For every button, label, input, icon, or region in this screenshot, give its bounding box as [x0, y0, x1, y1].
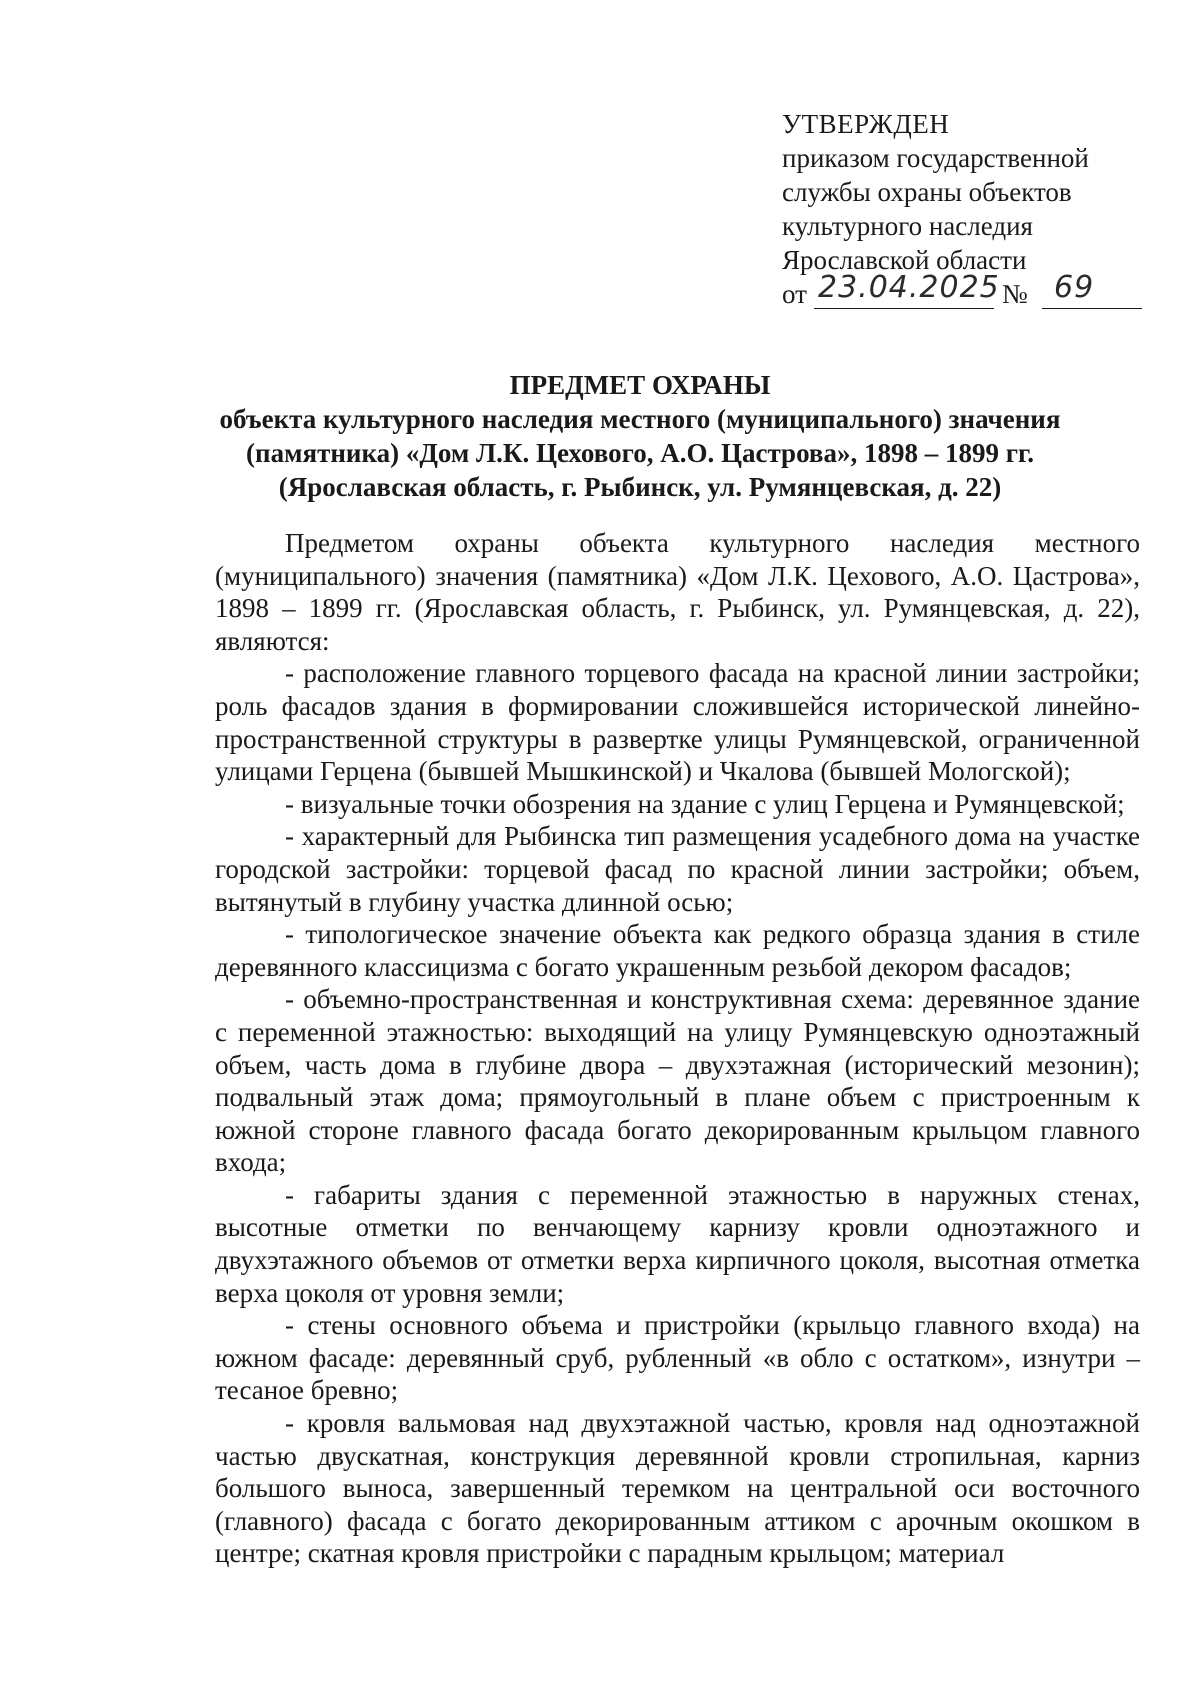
list-item: - кровля вальмовая над двухэтажной частью, кровля над одноэтажной частью двускатная, конструкция деревянной кровли стропильная, карниз большого выноса, завершенный теремком на центральной оси восточного (главного) фасада с богато декорированным аттиком с арочным окошком в центре; скатная кровля пристройки с парадным крыльцом; материал	[215, 1408, 1140, 1569]
number-prefix: №	[1002, 279, 1028, 309]
document-heading	[160, 368, 1120, 504]
document-body	[215, 527, 1140, 1570]
date-prefix: от	[782, 279, 807, 309]
number-underline	[1042, 308, 1142, 309]
approval-title: УТВЕРЖДЕН	[782, 109, 950, 139]
list-item: - типологическое значение объекта как редкого образца здания в стиле деревянного классицизма с богато украшенным резьбой декором фасадов;	[215, 919, 1140, 982]
handwritten-date: 23.04.2025	[818, 270, 1000, 305]
date-underline	[814, 308, 994, 309]
approval-line: приказом государственной	[782, 143, 1089, 173]
handwritten-number: 69	[1054, 270, 1095, 305]
intro-paragraph: Предметом охраны объекта культурного наследия местного (муниципального) значения (памятника) «Дом Л.К. Цехового, А.О. Цастрова», 1898 – 1899 гг. (Ярославская область, г. Рыбинск, ул. Румянцевская, д. 22), являются:	[215, 528, 1140, 656]
approval-line: Ярославской области	[782, 245, 1027, 275]
heading-subtitle: (Ярославская область, г. Рыбинск, ул. Румянцевская, д. 22)	[278, 472, 1002, 502]
heading-subtitle: объекта культурного наследия местного (муниципального) значения	[219, 404, 1061, 434]
list-item: - визуальные точки обозрения на здание с улиц Герцена и Румянцевской;	[285, 788, 1125, 819]
list-item: - объемно-пространственная и конструктивная схема: деревянное здание с переменной этажностью: выходящий на улицу Румянцевскую одноэтажный объем, часть дома в глубине двора – двухэтажная (исторический мезонин); подвальный этаж дома; прямоугольный в плане объем с пристроенным к южной стороне главного фасада богато декорированным крыльцом главного входа;	[215, 984, 1140, 1178]
approval-block	[782, 107, 1142, 311]
list-item: - габариты здания с переменной этажностью в наружных стенах, высотные отметки по венчающему карнизу кровли одноэтажного и двухэтажного объемов от отметки верха кирпичного цоколя, высотная отметка верха цоколя от уровня земли;	[215, 1179, 1140, 1308]
heading-subtitle: (памятника) «Дом Л.К. Цехового, А.О. Цастрова», 1898 – 1899 гг.	[246, 438, 1034, 468]
list-item: - стены основного объема и пристройки (крыльцо главного входа) на южном фасаде: деревянный сруб, рубленный «в обло с остатком», изнутри – тесаное бревно;	[215, 1310, 1140, 1406]
list-item: - расположение главного торцевого фасада на красной линии застройки; роль фасадов здания в формировании сложившейся исторической линейно-пространственной структуры в развертке улицы Румянцевской, ограниченной улицами Герцена (бывшей Мышкинской) и Чкалова (бывшей Мологской);	[215, 658, 1140, 787]
heading-title: ПРЕДМЕТ ОХРАНЫ	[509, 370, 771, 400]
approval-line: культурного наследия	[782, 211, 1033, 241]
list-item: - характерный для Рыбинска тип размещения усадебного дома на участке городской застройки: торцевой фасад по красной линии застройки; объем, вытянутый в глубину участка длинной осью;	[215, 821, 1140, 917]
approval-line: службы охраны объектов	[782, 177, 1072, 207]
approval-date-row	[782, 270, 1142, 311]
